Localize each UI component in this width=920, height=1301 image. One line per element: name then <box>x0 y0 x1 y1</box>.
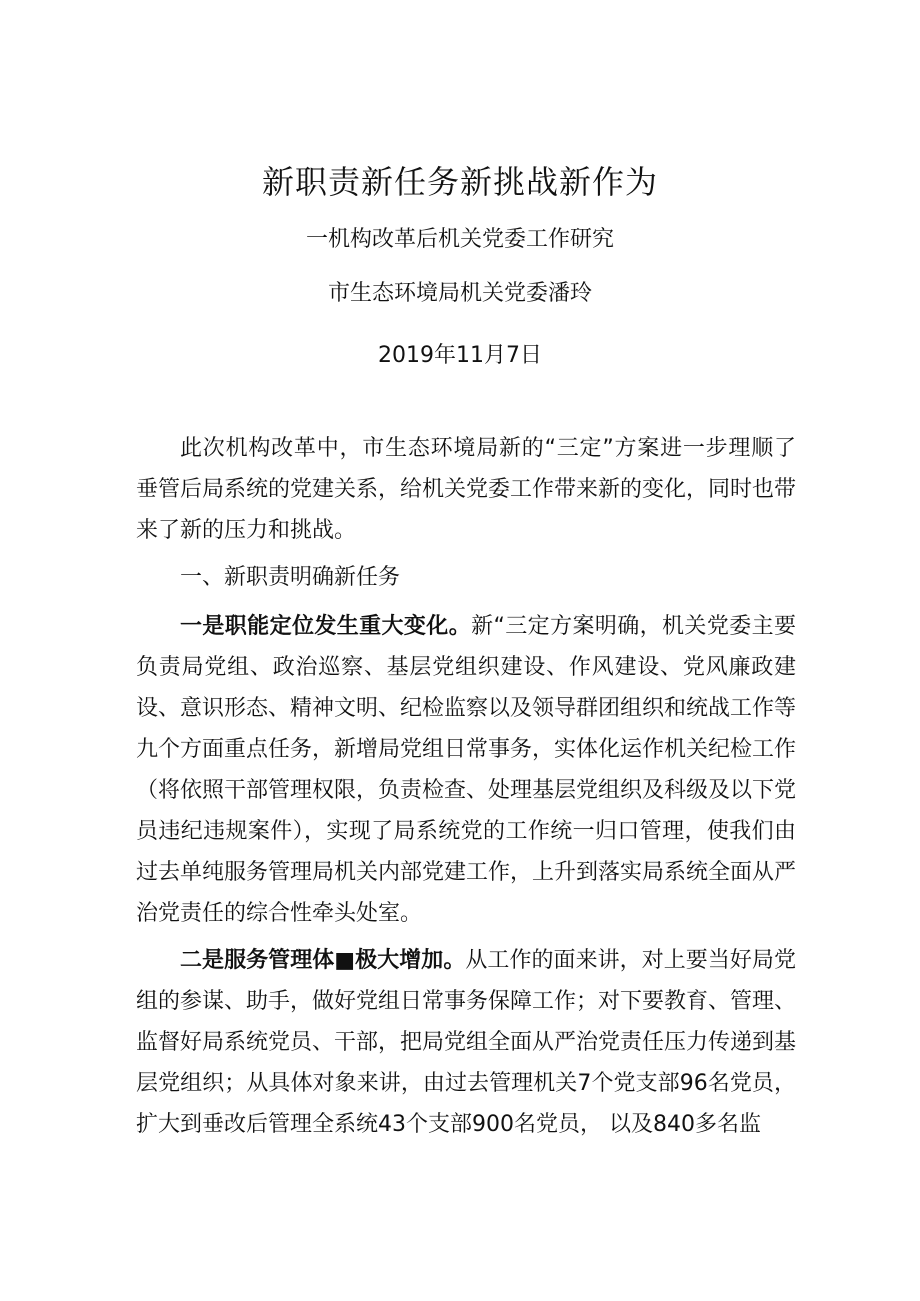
paragraph-2 <box>136 940 796 1145</box>
paragraph-2-lead: 二是服务管理体■极大增加。 <box>180 948 466 973</box>
paragraph-1 <box>136 606 796 934</box>
document-author: 市生态环境局机关党委潘玲 <box>327 281 592 306</box>
paragraph-2-text: 从工作的面来讲，对上要当好局党组的参谋、助手，做好党组日常事务保障工作；对下要教育、管理、监督好局系统党员、干部，把局党组全面从严治党责任压力传递到基层党组织；从具体对象来讲，由过去管理机关7个党支部96名党员，扩大到垂改后管理全系统43个支部900名党员， 以及840多名监 <box>136 948 797 1137</box>
document-title: 新职责新任务新挑战新作为 <box>261 163 658 201</box>
paragraph-1-text: 新“三定方案明确，机关党委主要负责局党组、政治巡察、基层党组织建设、作风建设、党风廉政建设、意识形态、精神文明、纪检监察以及领导群团组织和统战工作等九个方面重点任务，新增局党组日常事务，实体化运作机关纪检工作（将依照干部管理权限，负责检查、处理基层党组织及科级及以下党员违纪违规案件），实现了局系统党的工作统一归口管理，使我们由过去单纯服务管理局机关内部党建工作，上升到落实局系统全面从严治党责任的综合性牵头处室。 <box>136 614 797 926</box>
paragraph-1-lead: 一是职能定位发生重大变化。 <box>180 614 472 639</box>
paragraph-intro: 此次机构改革中，市生态环境局新的“三定”方案进一步理顺了垂管后局系统的党建关系，给机关党委工作带来新的变化，同时也带来了新的压力和挑战。 <box>136 436 797 543</box>
document-date: 2019年11月7日 <box>378 343 542 368</box>
document-subtitle: 一机构改革后机关党委工作研究 <box>305 227 614 252</box>
section-heading-1: 一、新职责明确新任务 <box>180 565 401 590</box>
document-body <box>136 428 796 1151</box>
